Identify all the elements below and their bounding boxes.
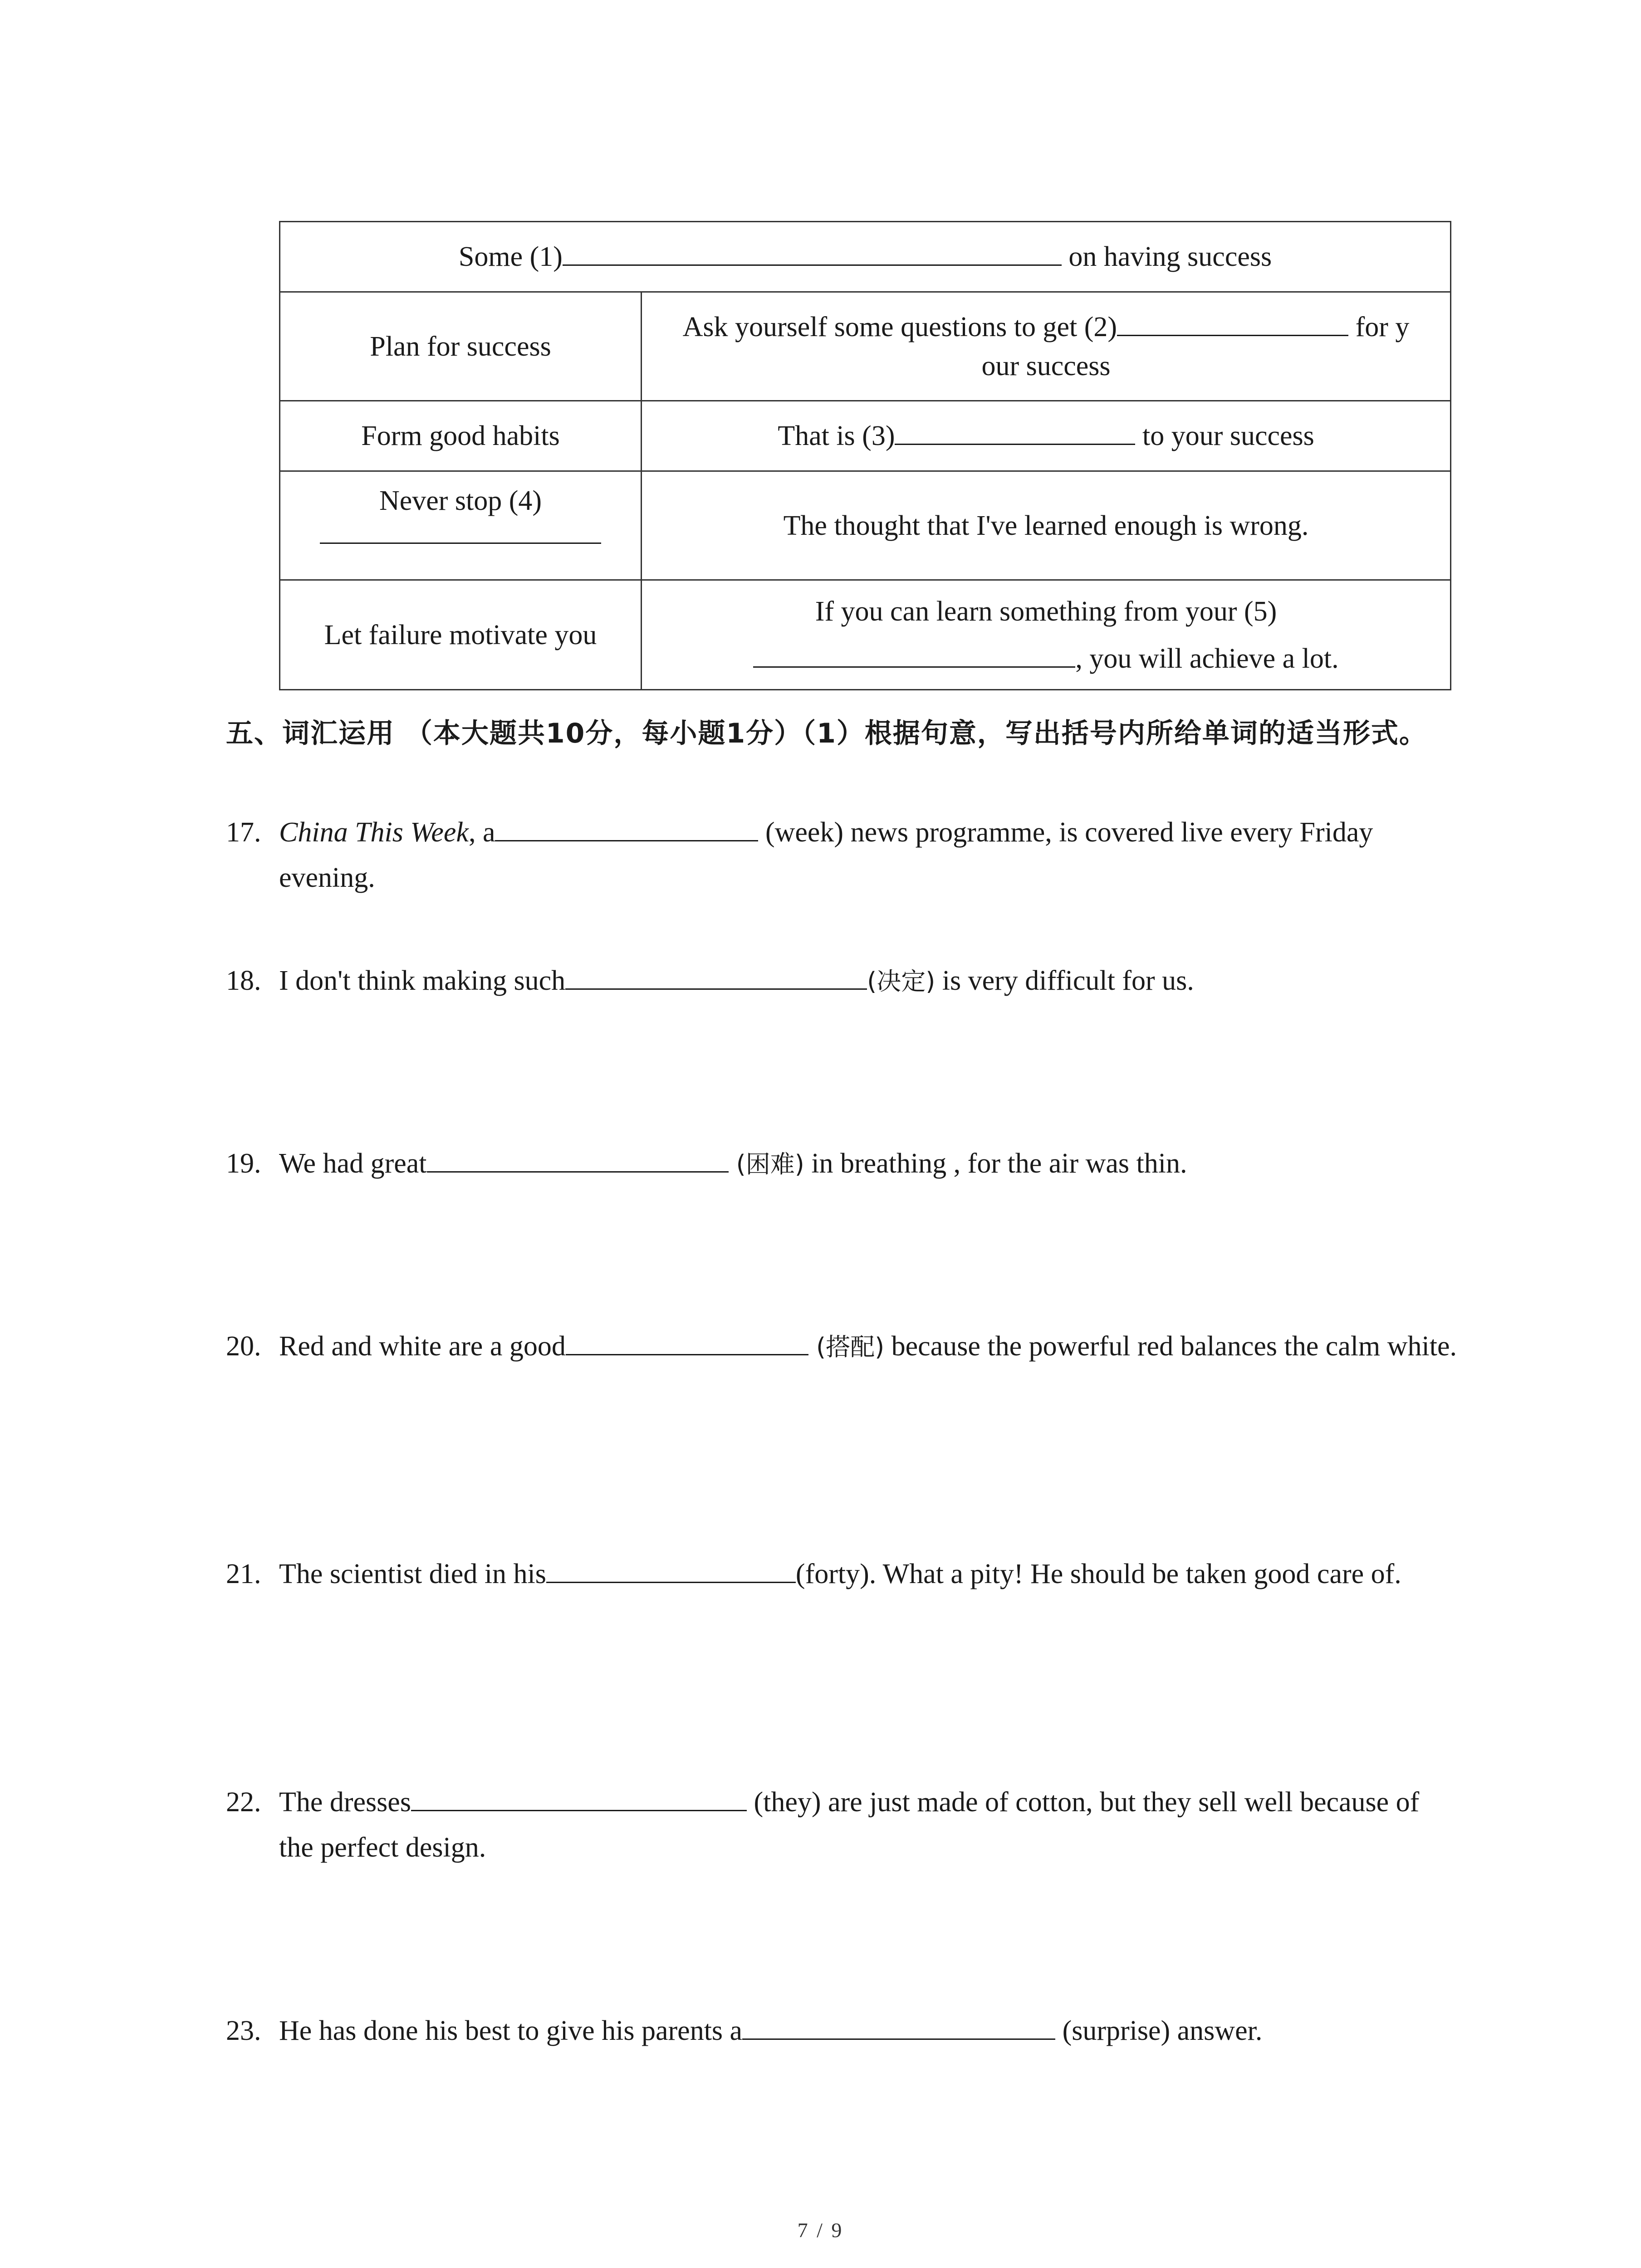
- question-text: We had great: [279, 1148, 427, 1179]
- header-text-before: Some (1): [458, 241, 563, 272]
- question-19: [226, 1141, 1460, 1187]
- question-21: [226, 1551, 1460, 1597]
- blank-5[interactable]: [753, 639, 1075, 668]
- table-row: [280, 471, 1451, 580]
- table-row: [280, 401, 1451, 471]
- question-text: I don't think making such: [279, 965, 566, 996]
- question-number: 23.: [226, 2015, 261, 2046]
- answer-blank[interactable]: [742, 2010, 1055, 2040]
- row-label: Never stop (4): [379, 485, 542, 516]
- question-text: He has done his best to give his parents a: [279, 2015, 743, 2046]
- chinese-hint: (困难): [728, 1150, 804, 1178]
- question-18: [226, 958, 1460, 1004]
- row-text: our success: [981, 350, 1111, 381]
- question-text: (they) are just made of cotton, but they sell well because of the perfect design.: [279, 1787, 1420, 1863]
- question-22: [226, 1779, 1460, 1870]
- answer-blank[interactable]: [427, 1143, 729, 1173]
- question-text: because the powerful red balances the calm white.: [884, 1331, 1457, 1362]
- table-header-cell: [280, 222, 1451, 292]
- row-text: , you will achieve a lot.: [1075, 643, 1339, 674]
- row-label: Let failure motivate you: [280, 580, 642, 690]
- row-text: If you can learn something from your (5): [815, 596, 1277, 627]
- question-17: [226, 810, 1460, 900]
- question-text: is very difficult for us.: [935, 965, 1194, 996]
- row-content: The thought that I've learned enough is wrong.: [642, 471, 1451, 580]
- answer-blank[interactable]: [495, 812, 758, 841]
- question-text: , a: [468, 817, 495, 848]
- question-text: Red and white are a good: [279, 1331, 566, 1362]
- blank-4[interactable]: [320, 543, 601, 544]
- chinese-hint: (搭配): [808, 1333, 885, 1361]
- question-number: 17.: [226, 817, 261, 848]
- question-text: (surprise) answer.: [1055, 2015, 1263, 2046]
- question-text: The dresses: [279, 1787, 411, 1818]
- table-row: [280, 580, 1451, 690]
- row-content: [642, 292, 1451, 401]
- row-content: [642, 401, 1451, 471]
- table-header-row: [280, 222, 1451, 292]
- program-title: China This Week: [279, 817, 469, 848]
- question-20: [226, 1324, 1460, 1370]
- blank-3[interactable]: [895, 416, 1135, 445]
- row-text: for y: [1355, 311, 1410, 342]
- question-number: 18.: [226, 965, 261, 996]
- row-text: Ask yourself some questions to get (2): [682, 311, 1117, 342]
- row-label-with-blank: [280, 471, 642, 580]
- question-text: (forty). What a pity! He should be taken good care of.: [795, 1559, 1401, 1589]
- row-content: [642, 580, 1451, 690]
- row-text: to your success: [1142, 420, 1314, 451]
- question-number: 22.: [226, 1787, 261, 1818]
- question-text: (week) news programme, is covered live every Friday evening.: [279, 817, 1373, 893]
- answer-blank[interactable]: [411, 1782, 747, 1811]
- blank-2[interactable]: [1117, 308, 1348, 336]
- page-number: 7 / 9: [797, 2219, 844, 2242]
- question-number: 20.: [226, 1331, 261, 1362]
- question-text: The scientist died in his: [279, 1559, 546, 1589]
- table-row: [280, 292, 1451, 401]
- header-text-after: on having success: [1068, 241, 1272, 272]
- answer-blank[interactable]: [565, 960, 867, 990]
- question-number: 19.: [226, 1148, 261, 1179]
- row-label: Plan for success: [280, 292, 642, 401]
- blank-1[interactable]: [563, 237, 1062, 266]
- chinese-hint: (决定): [867, 967, 936, 996]
- row-text: That is (3): [778, 420, 895, 451]
- row-label: Form good habits: [280, 401, 642, 471]
- section-heading: 五、词汇运用 （本大题共10分，每小题1分）（1）根据句意，写出括号内所给单词的适当形式。: [226, 718, 1427, 749]
- question-text: in breathing , for the air was thin.: [804, 1148, 1187, 1179]
- answer-blank[interactable]: [546, 1554, 796, 1583]
- question-number: 21.: [226, 1559, 261, 1589]
- summary-table: [279, 221, 1451, 690]
- answer-blank[interactable]: [566, 1326, 808, 1355]
- question-23: [226, 2008, 1460, 2053]
